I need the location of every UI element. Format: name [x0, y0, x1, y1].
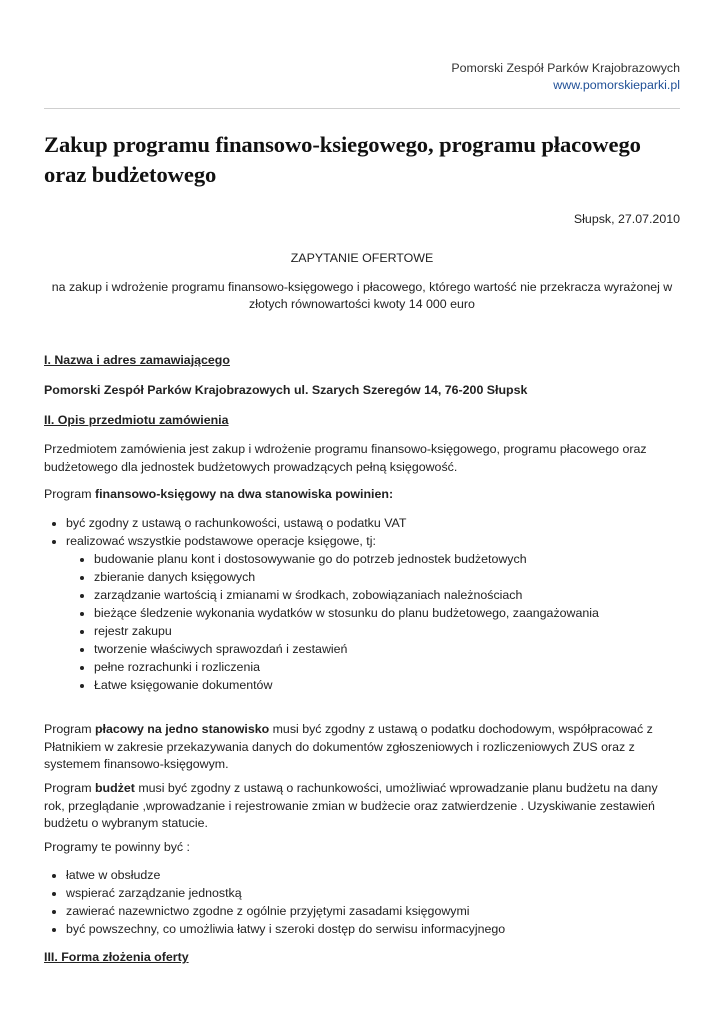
inquiry-subtitle-block	[44, 279, 680, 313]
orderer-address: Pomorski Zespół Parków Krajobrazowych ul. Szarych Szeregów 14, 76-200 Słupsk	[44, 383, 528, 397]
list-item: • zawierać nazewnictwo zgodne z ogólnie przyjętymi zasadami księgowymi	[66, 902, 680, 920]
payroll-block	[44, 721, 680, 774]
section-2-heading-block	[44, 411, 680, 429]
fk-list	[44, 514, 680, 550]
payroll-bold: płacowy na jedno stanowisko	[94, 722, 270, 736]
list-item: • Łatwe księgowanie dokumentów	[94, 676, 680, 694]
list-item: • wspierać zarządzanie jednostką	[66, 884, 680, 902]
list-item: • łatwe w obsłudze	[66, 866, 680, 884]
section-1-body-block	[44, 381, 680, 399]
list-item: • być powszechny, co umożliwia łatwy i szeroki dostęp do serwisu informacyjnego	[66, 920, 680, 938]
section-2-intro-block	[44, 441, 680, 476]
list-item: • być zgodny z ustawą o rachunkowości, ustawą o podatku VAT	[66, 514, 680, 532]
fk-bold: finansowo-księgowy na dwa stanowiska powinien:	[94, 487, 394, 501]
budget-prefix: Program	[44, 781, 95, 795]
programs-list-block	[44, 866, 680, 938]
fk-heading	[44, 485, 680, 503]
list-item: • zbieranie danych księgowych	[94, 568, 680, 586]
date-line: Słupsk, 27.07.2010	[573, 212, 680, 226]
header-divider	[44, 108, 680, 109]
section-1-heading-block	[44, 351, 680, 369]
budget-block	[44, 780, 680, 833]
inquiry-subtitle: na zakup i wdrożenie programu finansowo-księgowego i płacowego, którego wartość nie przekracza wyrażonej w złotych równowartości kwoty 14 000 euro	[51, 280, 673, 311]
payroll-rest: musi być zgodny z ustawą o podatku dochodowym, współpracować z Płatnikiem w zakresie przekazywania danych do dokumentów zgłoszeniowych i rozliczeniowych ZUS oraz z systemem finansowo-księgowym.	[44, 722, 653, 771]
list-item: • realizować wszystkie podstawowe operacje księgowe, tj:	[66, 532, 680, 550]
budget-bold: budżet	[94, 781, 135, 795]
budget-rest: musi być zgodny z ustawą o rachunkowości, umożliwiać wprowadzanie planu budżetu na dany rok, przeglądanie ,wprowadzanie i rejestrowanie zmian w budżecie oraz zatwierdzenie . Uzyskiwanie zestawień budżetu o wybranym statucie.	[44, 781, 658, 830]
payroll-prefix: Program	[44, 722, 95, 736]
section-1-title: I. Nazwa i adres zamawiającego	[44, 353, 230, 367]
programs-list	[44, 866, 680, 938]
programs-intro: Programy te powinny być :	[44, 840, 190, 854]
page-header	[451, 60, 680, 94]
document-title: Zakup programu finansowo-ksiegowego, programu płacowego oraz budżetowego	[44, 132, 641, 187]
section-2-intro: Przedmiotem zamówienia jest zakup i wdrożenie programu finansowo-księgowego, programu płacowego oraz budżetowego dla jednostek budżetowych prowadzących pełną księgowość.	[44, 442, 647, 474]
date-block	[44, 210, 680, 228]
fk-list-block	[44, 514, 680, 694]
fk-prefix: Program	[44, 487, 95, 501]
list-item: • tworzenie właściwych sprawozdań i zestawień	[94, 640, 680, 658]
inquiry-title: ZAPYTANIE OFERTOWE	[290, 251, 434, 265]
payroll-paragraph	[44, 721, 680, 774]
list-item: • rejestr zakupu	[94, 622, 680, 640]
section-3-heading-block	[44, 948, 680, 966]
section-2-title: II. Opis przedmiotu zamówienia	[44, 413, 229, 427]
section-3-title: III. Forma złożenia oferty	[44, 950, 189, 964]
list-item: • pełne rozrachunki i rozliczenia	[94, 658, 680, 676]
list-item: • bieżące śledzenie wykonania wydatków w stosunku do planu budżetowego, zaangażowania	[94, 604, 680, 622]
website-link[interactable]: www.pomorskieparki.pl	[553, 78, 680, 92]
fk-heading-block	[44, 485, 680, 503]
document-body	[44, 130, 680, 190]
organization-name: Pomorski Zespół Parków Krajobrazowych	[451, 61, 680, 75]
inquiry-block	[44, 249, 680, 267]
list-item: • budowanie planu kont i dostosowywanie go do potrzeb jednostek budżetowych	[94, 550, 680, 568]
fk-sublist	[44, 550, 680, 694]
list-item: • zarządzanie wartością i zmianami w środkach, zobowiązaniach należnościach	[94, 586, 680, 604]
programs-intro-block	[44, 838, 680, 856]
budget-paragraph	[44, 780, 680, 833]
